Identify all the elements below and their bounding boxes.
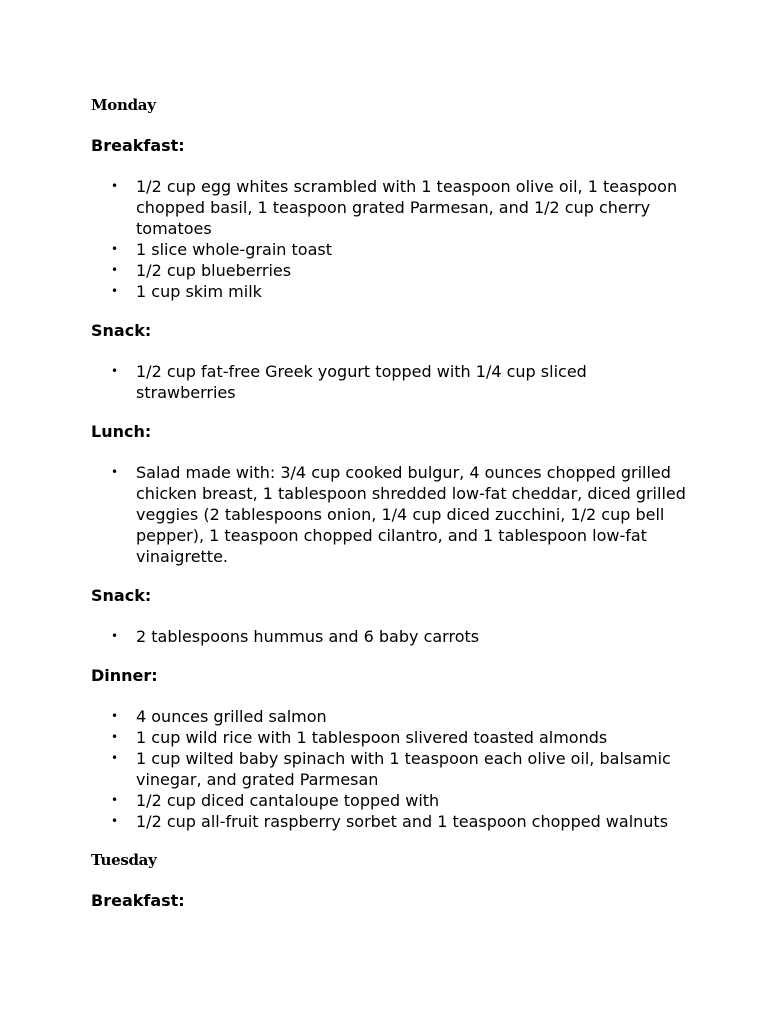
list-item	[91, 790, 691, 811]
meal-heading: Snack:	[91, 321, 152, 340]
list-item	[91, 706, 691, 727]
list-item-text: 1/2 cup egg whites scrambled with 1 teaspoon olive oil, 1 teaspoon chopped basil, 1 teaspoon grated Parmesan, and 1/2 cup cherry tomatoes	[136, 177, 678, 238]
list-item-text: 1/2 cup blueberries	[136, 261, 292, 280]
list-item	[91, 748, 691, 790]
list-item	[91, 626, 691, 647]
list-item	[91, 462, 691, 567]
list-item	[91, 727, 691, 748]
list-item	[91, 176, 691, 239]
meal-heading: Snack:	[91, 586, 152, 605]
meal-section-dinner	[91, 665, 691, 850]
list-item-text: 1 slice whole-grain toast	[136, 240, 332, 259]
meal-item-list	[91, 176, 691, 302]
meal-heading: Lunch:	[91, 422, 152, 441]
list-item	[91, 361, 691, 403]
bullet-icon: •	[111, 814, 119, 828]
meal-heading: Breakfast:	[91, 891, 185, 910]
list-item	[91, 260, 691, 281]
meal-item-list	[91, 462, 691, 567]
meal-section-lunch	[91, 421, 691, 585]
meal-item-list	[91, 626, 691, 647]
list-item-text: 1/2 cup all-fruit raspberry sorbet and 1 teaspoon chopped walnuts	[136, 812, 669, 831]
day-heading: Tuesday	[91, 851, 157, 869]
bullet-icon: •	[111, 263, 119, 277]
meal-section-breakfast	[91, 135, 691, 320]
bullet-icon: •	[111, 793, 119, 807]
bullet-icon: •	[111, 730, 119, 744]
day-section-monday	[91, 95, 691, 850]
list-item-text: Salad made with: 3/4 cup cooked bulgur, 4 ounces chopped grilled chicken breast, 1 tablespoon shredded low-fat cheddar, diced grilled veggies (2 tablespoons onion, 1/4 cup diced zucchini, 1/2 cup bell pepper), 1 teaspoon chopped cilantro, and 1 tablespoon low-fat vinaigrette.	[136, 463, 686, 566]
bullet-icon: •	[111, 465, 119, 479]
list-item	[91, 239, 691, 260]
bullet-icon: •	[111, 751, 119, 765]
list-item	[91, 811, 691, 832]
meal-heading: Dinner:	[91, 666, 158, 685]
list-item-text: 1/2 cup fat-free Greek yogurt topped with 1/4 cup sliced strawberries	[136, 362, 587, 402]
meal-plan-document	[91, 95, 691, 911]
list-item-text: 2 tablespoons hummus and 6 baby carrots	[136, 627, 480, 646]
meal-item-list	[91, 361, 691, 403]
list-item	[91, 281, 691, 302]
list-item-text: 1/2 cup diced cantaloupe topped with	[136, 791, 440, 810]
list-item-text: 1 cup skim milk	[136, 282, 262, 301]
day-heading: Monday	[91, 96, 156, 114]
meal-section-snack	[91, 585, 691, 665]
bullet-icon: •	[111, 629, 119, 643]
day-section-tuesday	[91, 850, 691, 911]
list-item-text: 4 ounces grilled salmon	[136, 707, 327, 726]
meal-item-list	[91, 706, 691, 832]
bullet-icon: •	[111, 364, 119, 378]
meal-section-snack	[91, 320, 691, 421]
bullet-icon: •	[111, 242, 119, 256]
bullet-icon: •	[111, 284, 119, 298]
list-item-text: 1 cup wilted baby spinach with 1 teaspoon each olive oil, balsamic vinegar, and grated Parmesan	[136, 749, 671, 789]
meal-heading: Breakfast:	[91, 136, 185, 155]
list-item-text: 1 cup wild rice with 1 tablespoon slivered toasted almonds	[136, 728, 608, 747]
bullet-icon: •	[111, 179, 119, 193]
meal-section-breakfast	[91, 890, 691, 911]
bullet-icon: •	[111, 709, 119, 723]
